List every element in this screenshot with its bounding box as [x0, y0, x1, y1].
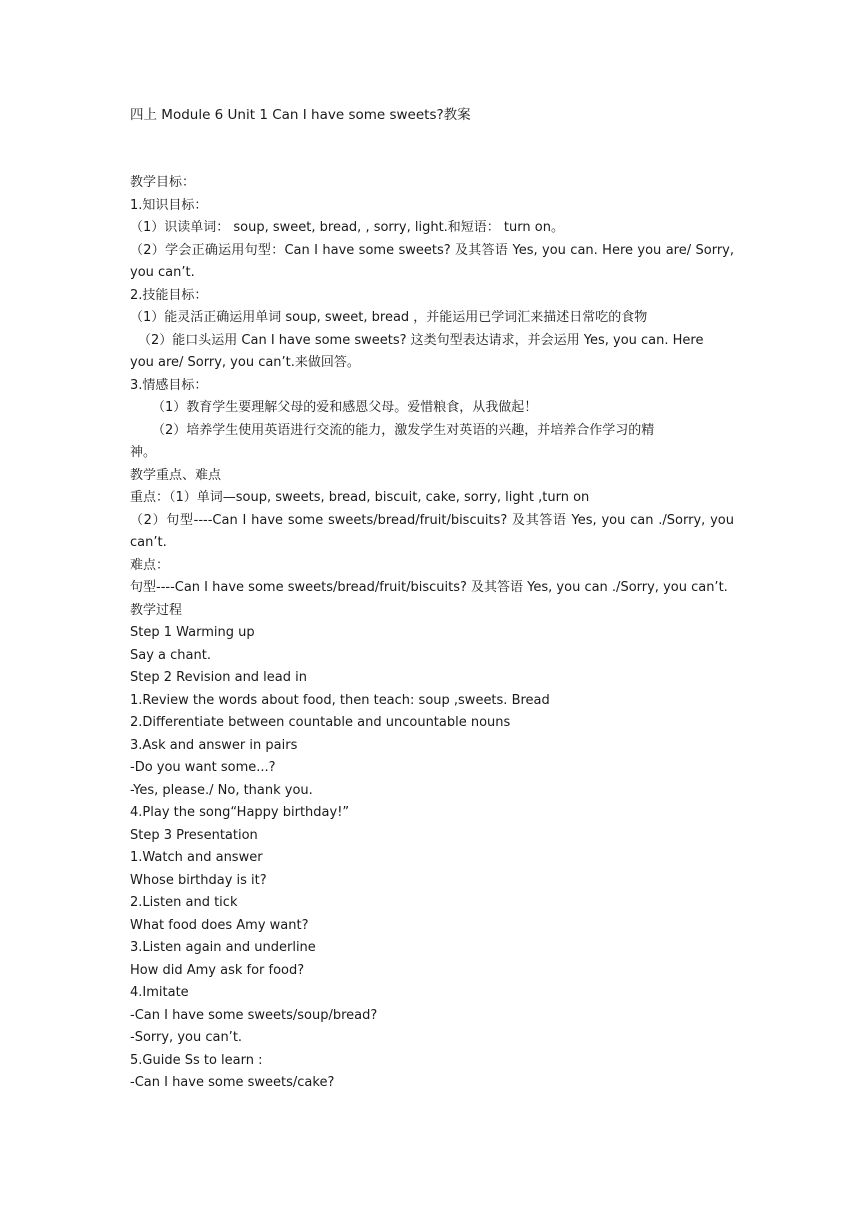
document-line: 3.情感目标： [130, 377, 208, 393]
document-line: （2）句型----Can I have some sweets/bread/fruit/biscuits? 及其答语 Yes, you can ./Sorry, you [130, 512, 734, 528]
document-line: 4.Imitate [130, 985, 189, 1000]
document-line: 1.知识目标： [130, 197, 208, 213]
document-line: 2.Listen and tick [130, 895, 238, 910]
document-line: 教学过程 [130, 602, 183, 618]
document-line: 5.Guide Ss to learn : [130, 1052, 263, 1068]
document-line: 重点：（1）单词—soup, sweets, bread, biscuit, cake, sorry, light ,turn on [130, 490, 590, 505]
document-line: （1）能灵活正确运用单词 soup, sweet, bread ，并能运用已学词汇来描述日常吃的食物 [130, 310, 648, 325]
document-line: Step 3 Presentation [130, 827, 258, 843]
document-line: 教学目标： [130, 175, 196, 190]
document-line: Step 2 Revision and lead in [130, 670, 307, 685]
document-line: 2.Differentiate between countable and uncountable nouns [130, 715, 511, 730]
document-line: 1.Review the words about food, then teach: soup ,sweets. Bread [130, 692, 550, 708]
document-line: -Yes, please./ No, thank you. [130, 782, 313, 798]
document-line: -Can I have some sweets/soup/bread? [130, 1007, 378, 1023]
document-line: How did Amy ask for food? [130, 962, 305, 978]
document-line: 2.技能目标： [130, 287, 208, 303]
document-body [130, 172, 734, 1095]
document-line: Say a chant. [130, 647, 211, 663]
document-line: （2）培养学生使用英语进行交流的能力，激发学生对英语的兴趣，并培养合作学习的精 [152, 422, 655, 438]
document-line: -Can I have some sweets/cake? [130, 1075, 335, 1090]
document-line: Whose birthday is it? [130, 872, 267, 888]
document-line: 教学重点、难点 [130, 467, 222, 483]
document-line: （2）能口头运用 Can I have some sweets? 这类句型表达请求，并会运用 Yes, you can. Here [138, 332, 704, 348]
document-line: 4.Play the song“Happy birthday!” [130, 805, 350, 820]
document-line: 神。 [130, 445, 157, 460]
document-line: can’t. [130, 535, 167, 550]
document-line: Step 1 Warming up [130, 625, 255, 640]
document-line: What food does Amy want? [130, 917, 309, 933]
document-title: 四上 Module 6 Unit 1 Can I have some sweets?教案 [130, 107, 471, 123]
document-line: you can’t. [130, 265, 195, 280]
document-line: -Do you want some...? [130, 760, 276, 775]
document-line: 3.Listen again and underline [130, 940, 316, 955]
document-line: （1）识读单词： soup, sweet, bread, , sorry, light.和短语： turn on。 [130, 220, 564, 235]
document-line: -Sorry, you can’t. [130, 1030, 243, 1045]
document-line: （1）教育学生要理解父母的爱和感恩父母。爱惜粮食，从我做起！ [152, 400, 538, 415]
document-line: 3.Ask and answer in pairs [130, 737, 298, 753]
document-line: you are/ Sorry, you can’t.来做回答。 [130, 355, 360, 370]
document-line: 1.Watch and answer [130, 850, 263, 865]
document-line: 句型----Can I have some sweets/bread/fruit/biscuits? 及其答语 Yes, you can ./Sorry, you can’t. [130, 580, 728, 595]
document-line: 难点： [130, 557, 170, 573]
document-line: （2）学会正确运用句型：Can I have some sweets? 及其答语 Yes, you can. Here you are/ Sorry, [130, 242, 734, 258]
